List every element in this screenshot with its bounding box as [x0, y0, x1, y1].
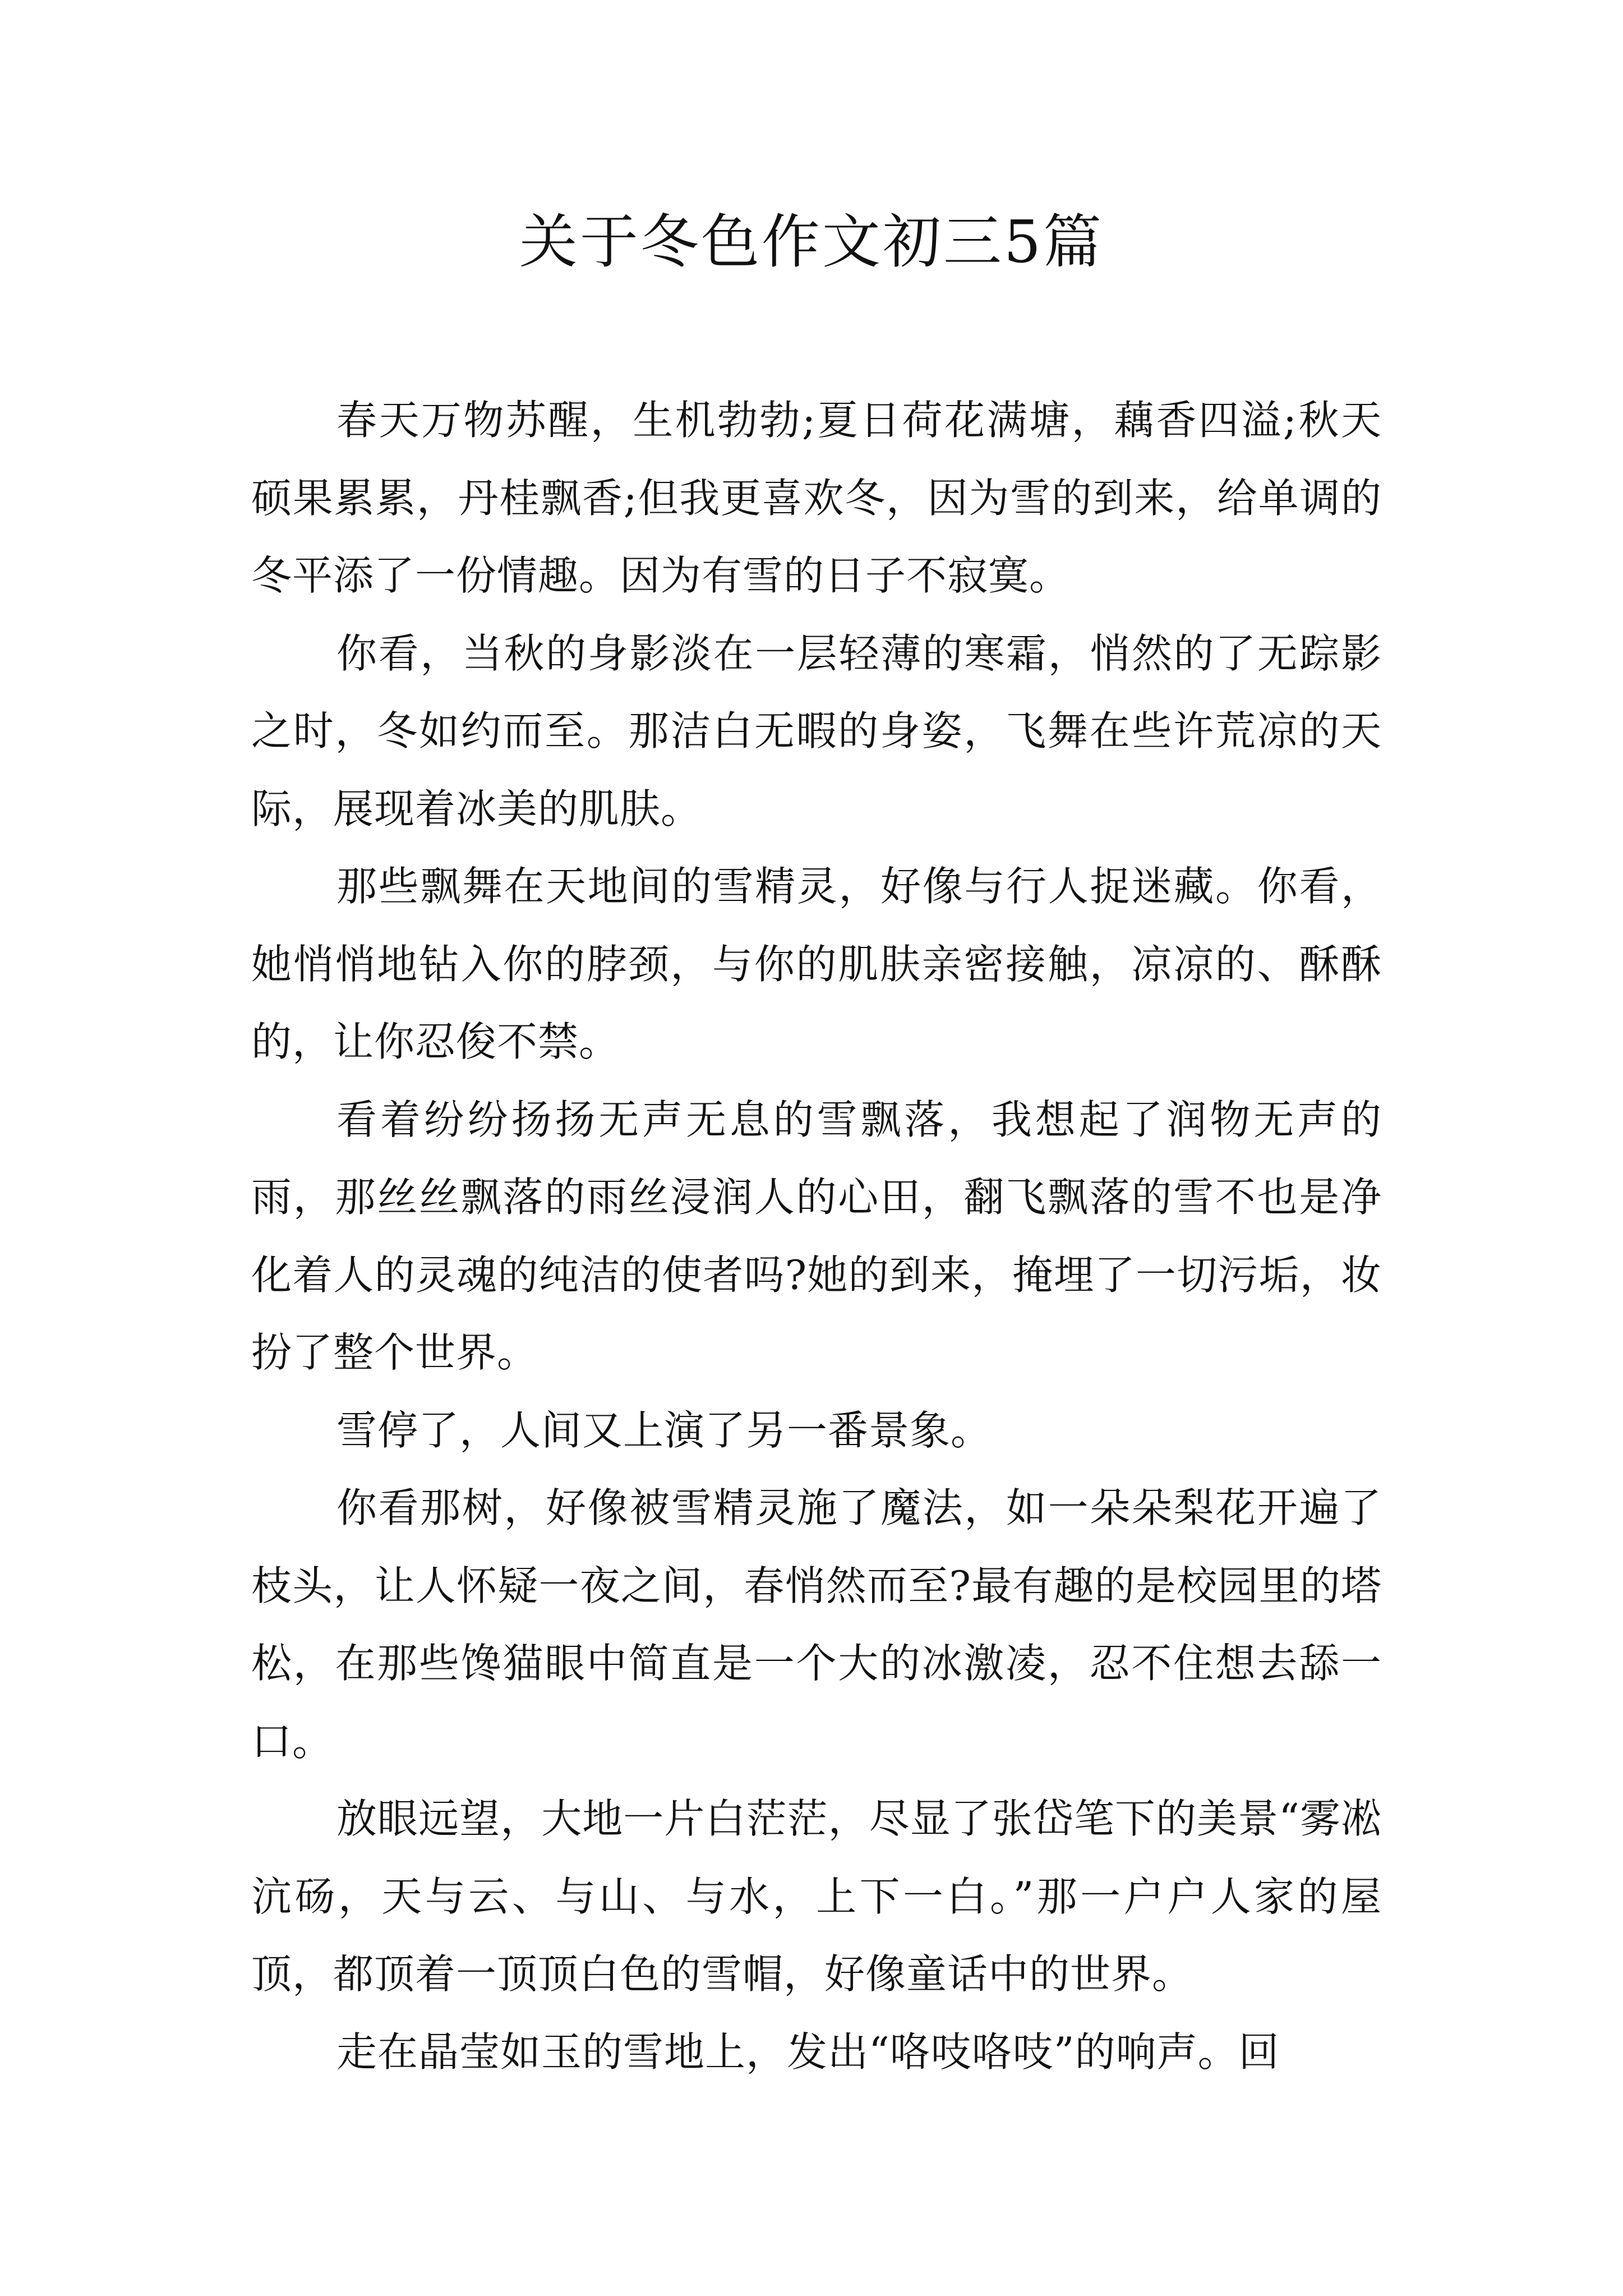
paragraph-2: 你看，当秋的身影淡在一层轻薄的寒霜，悄然的了无踪影之时，冬如约而至。那洁白无暇的身姿，飞舞在些许荒凉的天际，展现着冰美的肌肤。 [251, 629, 1382, 832]
paragraph-5: 雪停了，人间又上演了另一番景象。 [336, 1406, 992, 1454]
paragraph-1: 春天万物苏醒，生机勃勃;夏日荷花满塘，藕香四溢;秋天硕果累累，丹桂飘香;但我更喜欢冬，因为雪的到来，给单调的冬平添了一份情趣。因为有雪的日子不寂寞。 [251, 397, 1382, 599]
paragraph-7: 放眼远望，大地一片白茫茫，尽显了张岱笔下的美景“雾凇沆砀，天与云、与山、与水，上下一白。”那一户户人家的屋顶，都顶着一顶顶白色的雪帽，好像童话中的世界。 [251, 1795, 1382, 1998]
paragraph-4: 看着纷纷扬扬无声无息的雪飘落，我想起了润物无声的雨，那丝丝飘落的雨丝浸润人的心田，翻飞飘落的雪不也是净化着人的灵魂的纯洁的使者吗?她的到来，掩埋了一切污垢，妆扮了整个世界。 [251, 1096, 1382, 1376]
paragraph-6: 你看那树，好像被雪精灵施了魔法，如一朵朵梨花开遍了枝头，让人怀疑一夜之间，春悄然而至?最有趣的是校园里的塔松，在那些馋猫眼中简直是一个大的冰激凌，忍不住想去舔一口。 [251, 1484, 1382, 1765]
paragraph-3: 那些飘舞在天地间的雪精灵，好像与行人捉迷藏。你看，她悄悄地钻入你的脖颈，与你的肌肤亲密接触，凉凉的、酥酥的，让你忍俊不禁。 [251, 863, 1382, 1065]
paragraph-8: 走在晶莹如玉的雪地上，发出“咯吱咯吱”的响声。回 [336, 2028, 1280, 2076]
document-body [251, 381, 1382, 2091]
document-title: 关于冬色作文初三5篇 [519, 208, 1104, 276]
